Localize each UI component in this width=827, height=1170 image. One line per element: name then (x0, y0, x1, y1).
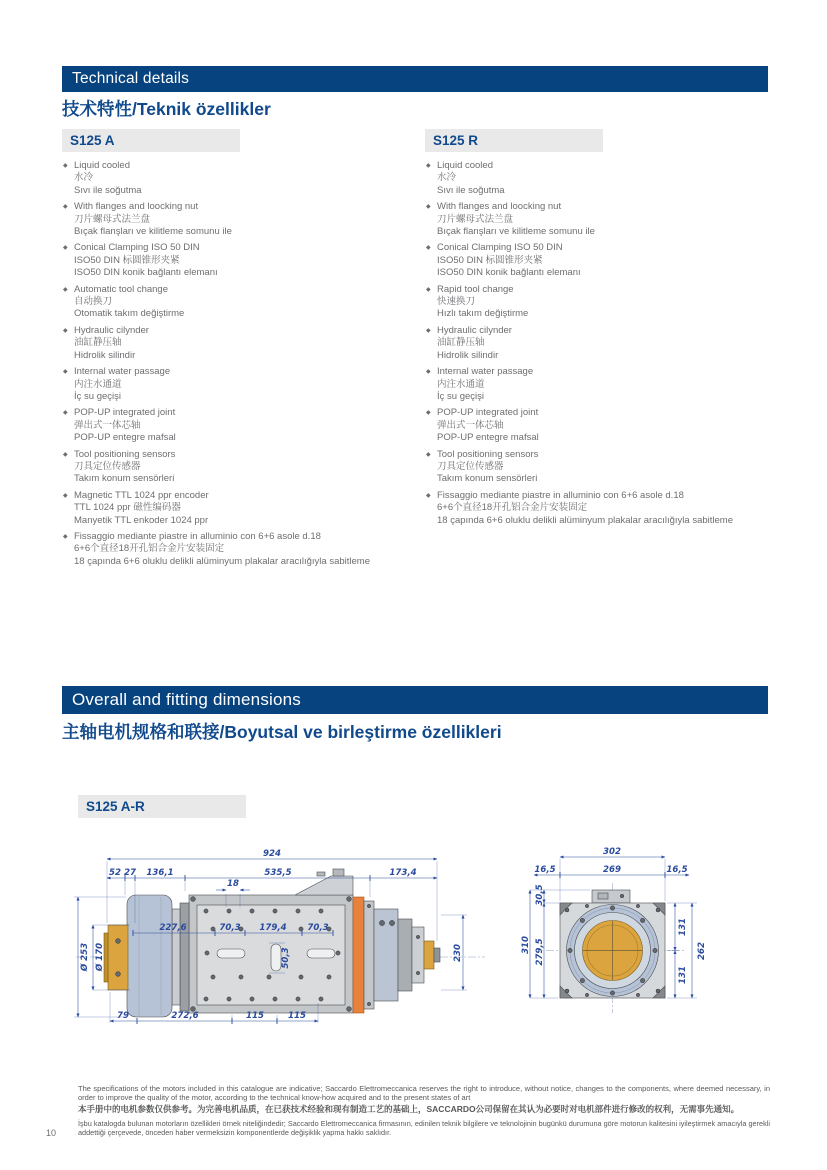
feature-item (425, 284, 773, 321)
feature-en: Magnetic TTL 1024 ppr encoder (74, 489, 209, 501)
feature-tr: 18 çapında 6+6 oluklu delikli alüminyum plakalar aracılığıyla sabitleme (74, 555, 370, 567)
feature-tr: Bıçak flanşları ve kilitleme somunu ile (437, 226, 595, 238)
dim-label: 179,4 (259, 923, 287, 933)
feature-zh: 6+6个直径18开孔铝合金片安装固定 (437, 502, 588, 514)
bullet-icon: ◆ (426, 451, 431, 458)
dim-label: 924 (263, 849, 281, 859)
feature-tr: Bıçak flanşları ve kilitleme somunu ile (74, 226, 232, 238)
feature-zh: 快速换刀 (437, 296, 476, 308)
dim-label: Ø 170 (95, 942, 105, 972)
dim-label: 230 (453, 944, 463, 962)
feature-tr: Manyetik TTL enkoder 1024 ppr (74, 514, 209, 526)
feature-en: POP-UP integrated joint (437, 407, 539, 419)
bullet-icon: ◆ (63, 451, 68, 458)
dim-label: 18 (227, 879, 239, 889)
feature-item (425, 407, 773, 444)
bullet-icon: ◆ (63, 204, 68, 211)
feature-zh: ISO50 DIN 标圆锥形夹紧 (437, 254, 543, 266)
section-subtitle-technical-details: 技术特性/Teknik özellikler (62, 99, 271, 119)
footer-disclaimer-zh: 本手册中的电机参数仅供参考。为完善电机品质，在已获技术经验和现有制造工艺的基础上，SACCARDO公司保留在其认为必要时对电机部件进行修改的权利，无需事先通知。 (78, 1104, 740, 1114)
feature-tr: ISO50 DIN konik bağlantı elemanı (437, 267, 581, 279)
feature-tr: Sıvı ile soğutma (437, 184, 505, 196)
feature-item (62, 325, 410, 362)
feature-item (425, 325, 773, 362)
dim-label: 227,6 (159, 923, 187, 933)
dim-label: 279,5 (535, 938, 545, 966)
dim-label: 52 (109, 868, 121, 878)
section-title: Overall and fitting dimensions (72, 690, 302, 709)
feature-tr: POP-UP entegre mafsal (74, 432, 176, 444)
bullet-icon: ◆ (426, 369, 431, 376)
feature-zh: 水冷 (74, 172, 94, 184)
bullet-icon: ◆ (63, 163, 68, 169)
feature-en: Tool positioning sensors (74, 448, 176, 460)
feature-item (62, 201, 410, 238)
feature-en: Hydraulic cilynder (74, 324, 149, 336)
feature-zh: 6+6个直径18开孔铝合金片安装固定 (74, 543, 225, 555)
section-subtitle-dimensions: 主轴电机规格和联接/Boyutsal ve birleştirme özellikleri (62, 722, 502, 742)
feature-tr: ISO50 DIN konik bağlantı elemanı (74, 267, 218, 279)
dim-label: 272,6 (171, 1011, 199, 1021)
feature-zh: 油缸静压轴 (74, 337, 122, 349)
feature-en: With flanges and loocking nut (437, 201, 562, 213)
feature-en: Fissaggio mediante piastre in alluminio con 6+6 asole d.18 (437, 489, 684, 501)
feature-zh: TTL 1024 ppr 磁性编码器 (74, 502, 181, 514)
feature-item (62, 366, 410, 403)
bullet-icon: ◆ (63, 286, 68, 293)
feature-en: POP-UP integrated joint (74, 407, 176, 419)
dim-label: 131 (678, 966, 688, 984)
section-title: Technical details (72, 70, 190, 87)
feature-list-s125a (62, 160, 410, 572)
feature-zh: 弹出式一体芯轴 (74, 419, 141, 431)
dim-label: Ø 253 (80, 942, 90, 972)
feature-item (62, 160, 410, 197)
dim-label: 262 (697, 942, 707, 960)
dim-label: 70,3 (219, 923, 241, 933)
bullet-icon: ◆ (426, 286, 431, 293)
feature-tr: Hidrolik silindir (74, 349, 136, 361)
feature-item (62, 284, 410, 321)
feature-en: With flanges and loocking nut (74, 201, 199, 213)
feature-tr: Hidrolik silindir (437, 349, 499, 361)
feature-en: Internal water passage (74, 366, 171, 378)
feature-tr: Sıvı ile soğutma (74, 184, 142, 196)
feature-zh: 刀片螺母式法兰盘 (437, 213, 514, 225)
bullet-icon: ◆ (426, 410, 431, 417)
footer-disclaimer-tr: İşbu katalogda bulunan motorların özellikleri örnek niteliğindedir; Saccardo Elettromeccanica firmasının, edinilen teknik bilgilere ve teknolojinin bugünkü durumuna göre motorun kalitesini iyileştirmek amacıyla gerekli addettiği çerçevede, önceden haber vermeksizin komponentlerde değişiklik yapma hakkı saklıdır. (78, 1119, 770, 1137)
feature-en: Liquid cooled (437, 160, 493, 171)
feature-en: Internal water passage (437, 366, 534, 378)
bullet-icon: ◆ (426, 245, 431, 252)
dim-label: 79 (117, 1011, 129, 1021)
feature-en: Conical Clamping ISO 50 DIN (74, 242, 200, 254)
series-label-s125a: S125 A (62, 129, 240, 152)
section-bar-technical-details (62, 66, 768, 92)
page-number: 10 (46, 1128, 57, 1138)
feature-en: Liquid cooled (74, 160, 130, 171)
feature-item (62, 242, 410, 279)
dim-label: 30,5 (535, 884, 545, 906)
section-bar-dimensions (62, 686, 768, 714)
feature-item (62, 531, 410, 568)
feature-zh: 弹出式一体芯轴 (437, 419, 504, 431)
feature-item (62, 449, 410, 486)
dim-label: 131 (678, 918, 688, 936)
footer-disclaimer-en: The specifications of the motors included in this catalogue are indicative; Saccardo Elettromeccanica reserves the right to introduce, without notice, changes to the components, where deemed necessary, in order to improve the quality of the motor, according to the technical know-how acquired and to the present states of art (78, 1084, 770, 1102)
bullet-icon: ◆ (426, 327, 431, 334)
feature-item (425, 449, 773, 486)
series-label-s125r: S125 R (425, 129, 603, 152)
feature-item (425, 201, 773, 238)
dim-label: 50,3 (281, 947, 291, 969)
feature-en: Conical Clamping ISO 50 DIN (437, 242, 563, 254)
feature-zh: 刀具定位传感器 (74, 460, 141, 472)
feature-item (425, 242, 773, 279)
dim-label: 27 (124, 868, 136, 878)
feature-en: Hydraulic cilynder (437, 324, 512, 336)
bullet-icon: ◆ (63, 533, 68, 540)
feature-en: Fissaggio mediante piastre in alluminio con 6+6 asole d.18 (74, 530, 321, 542)
feature-tr: İç su geçişi (74, 390, 121, 402)
dim-label: 70,3 (307, 923, 329, 933)
dim-label: 269 (603, 865, 621, 875)
feature-tr: Takım konum sensörleri (437, 473, 538, 485)
feature-zh: 刀片螺母式法兰盘 (74, 213, 151, 225)
feature-zh: 刀具定位传感器 (437, 460, 504, 472)
feature-zh: 内注水通道 (74, 378, 122, 390)
feature-item (62, 407, 410, 444)
dim-label: 115 (246, 1011, 264, 1021)
dim-label: 115 (288, 1011, 306, 1021)
feature-tr: İç su geçişi (437, 390, 484, 402)
bullet-icon: ◆ (63, 410, 68, 417)
dim-label: 16,5 (534, 865, 556, 875)
feature-tr: POP-UP entegre mafsal (437, 432, 539, 444)
side-view-drawing (70, 845, 495, 1055)
dim-label: 16,5 (666, 865, 688, 875)
dim-label: 302 (603, 847, 621, 857)
dim-label: 535,5 (264, 868, 292, 878)
bullet-icon: ◆ (63, 245, 68, 252)
feature-list-s125r (425, 160, 773, 531)
feature-en: Rapid tool change (437, 283, 514, 295)
feature-en: Automatic tool change (74, 283, 169, 295)
feature-item (425, 160, 773, 197)
series-label-s125ar: S125 A-R (78, 795, 246, 818)
feature-tr: Otomatik takım değiştirme (74, 308, 185, 320)
bullet-icon: ◆ (426, 163, 431, 169)
feature-zh: ISO50 DIN 标圆锥形夹紧 (74, 254, 180, 266)
feature-item (62, 490, 410, 527)
bullet-icon: ◆ (63, 327, 68, 334)
feature-item (425, 366, 773, 403)
feature-zh: 水冷 (437, 172, 457, 184)
feature-zh: 内注水通道 (437, 378, 485, 390)
feature-en: Tool positioning sensors (437, 448, 539, 460)
feature-tr: 18 çapında 6+6 oluklu delikli alüminyum plakalar aracılığıyla sabitleme (437, 514, 733, 526)
dim-label: 136,1 (146, 868, 174, 878)
bullet-icon: ◆ (63, 369, 68, 376)
footer-disclaimer (78, 1084, 770, 1137)
bullet-icon: ◆ (63, 492, 68, 499)
dim-label: 310 (521, 936, 531, 954)
feature-tr: Hızlı takım değiştirme (437, 308, 529, 320)
feature-tr: Takım konum sensörleri (74, 473, 175, 485)
front-view-drawing (518, 845, 763, 1055)
feature-zh: 自动换刀 (74, 296, 113, 308)
feature-item (425, 490, 773, 527)
dim-label: 173,4 (389, 868, 417, 878)
feature-zh: 油缸静压轴 (437, 337, 485, 349)
bullet-icon: ◆ (426, 204, 431, 211)
bullet-icon: ◆ (426, 492, 431, 499)
